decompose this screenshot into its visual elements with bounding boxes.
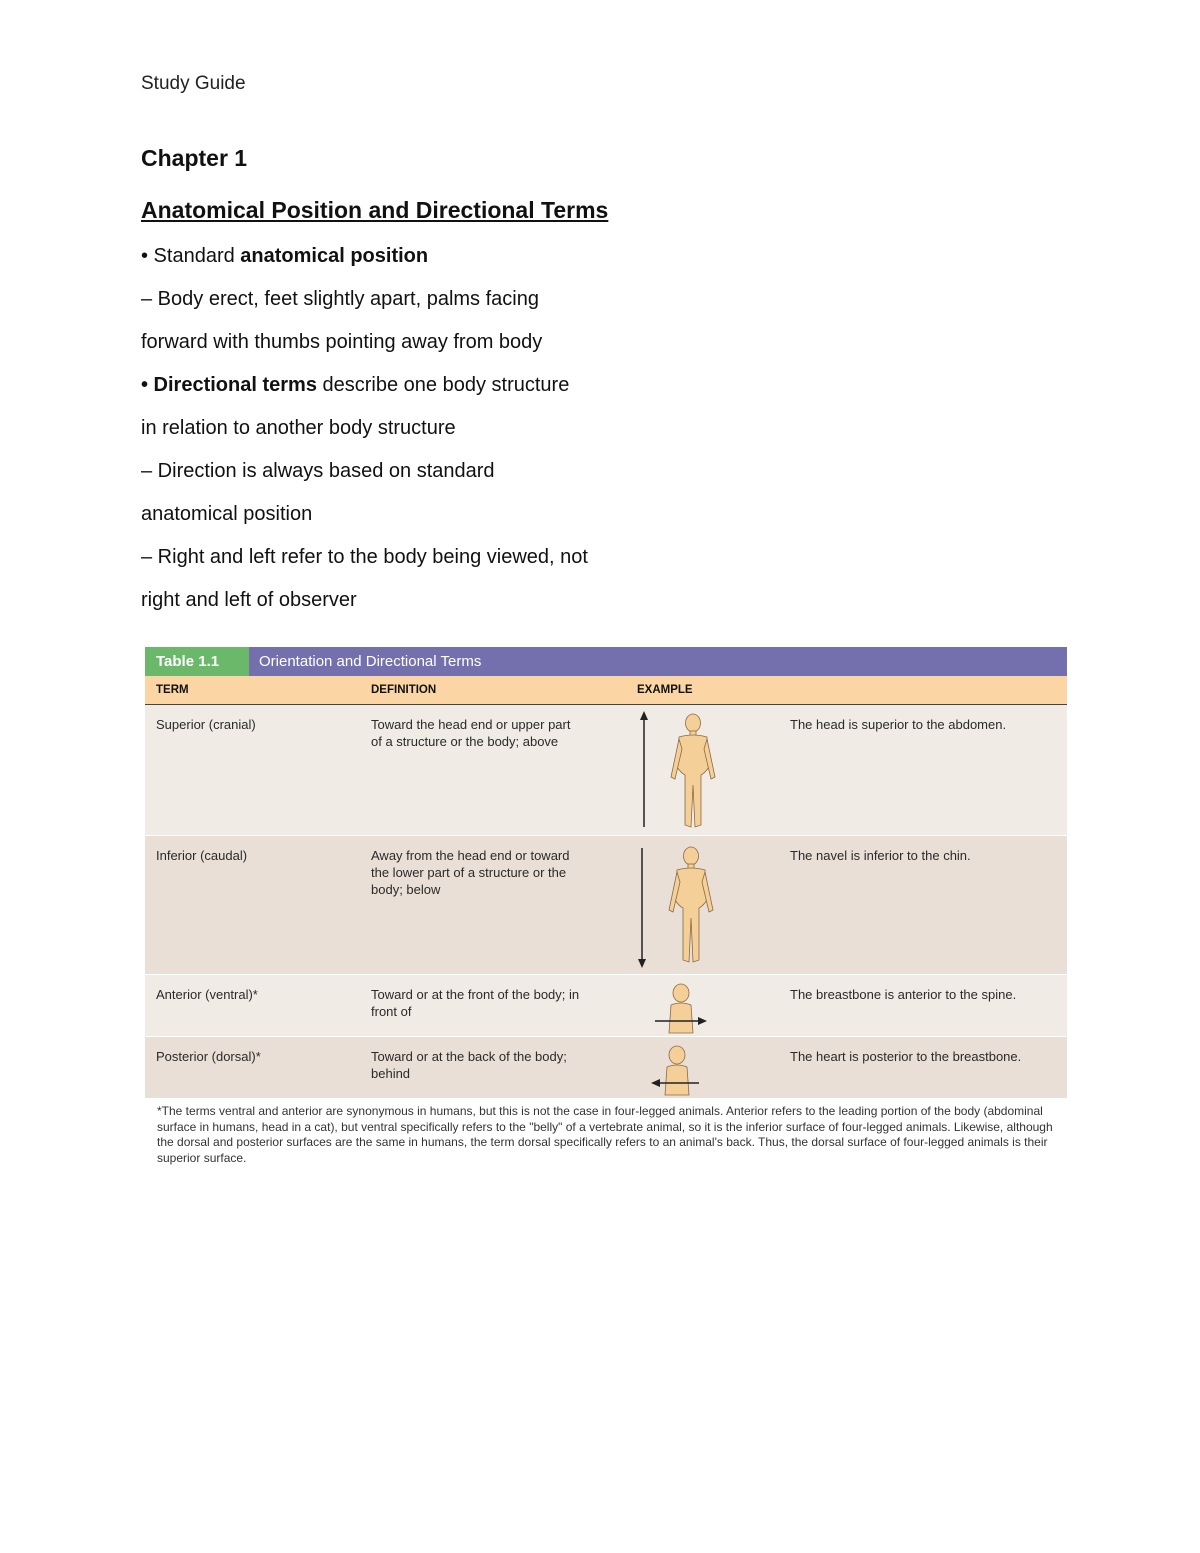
- body-line-2: – Body erect, feet slightly apart, palms facing: [141, 288, 539, 310]
- term-cell: Superior (cranial): [156, 717, 256, 732]
- column-header-definition: DEFINITION: [371, 684, 437, 696]
- table-title: Orientation and Directional Terms: [249, 647, 1067, 676]
- chapter-title: Chapter 1: [141, 145, 248, 171]
- body-line-9: right and left of observer: [141, 589, 357, 611]
- body-line-8: – Right and left refer to the body being viewed, not: [141, 546, 588, 568]
- body-line-1: [141, 244, 428, 268]
- orientation-table-figure: [145, 647, 1067, 1166]
- example-cell: The head is superior to the abdomen.: [790, 717, 1007, 732]
- inferior-figure-icon: [631, 844, 731, 972]
- directional-terms-term: • Directional terms: [141, 374, 317, 396]
- definition-cell: Toward the head end or upper part of a structure or the body; above: [371, 717, 571, 749]
- term-cell: Anterior (ventral)*: [156, 987, 258, 1002]
- definition-cell: Toward or at the back of the body; behind: [371, 1049, 567, 1081]
- table-header: [145, 647, 1067, 676]
- body-line-4-rest: describe one body structure: [316, 374, 570, 396]
- superior-figure-icon: [635, 709, 735, 833]
- body-line-3: forward with thumbs pointing away from body: [141, 331, 543, 353]
- column-header-term: TERM: [156, 684, 189, 696]
- bullet-text: • Standard: [141, 245, 241, 267]
- table-row: [145, 1036, 1067, 1098]
- body-line-6: – Direction is always based on standard: [141, 460, 495, 482]
- example-cell: The navel is inferior to the chin.: [790, 848, 971, 863]
- table-row: [145, 974, 1067, 1036]
- body-line-7: anatomical position: [141, 503, 313, 525]
- section-title: Anatomical Position and Directional Terms: [141, 197, 609, 223]
- posterior-figure-icon: [647, 1043, 707, 1097]
- table-number: Table 1.1: [145, 647, 249, 676]
- example-cell: The heart is posterior to the breastbone.: [790, 1049, 1022, 1064]
- body-line-4: [141, 373, 569, 397]
- definition-cell: Toward or at the front of the body; in front of: [371, 987, 580, 1019]
- body-line-5: in relation to another body structure: [141, 417, 456, 439]
- term-cell: Posterior (dorsal)*: [156, 1049, 261, 1064]
- anatomical-position-term: anatomical position: [240, 245, 429, 267]
- table-row: [145, 705, 1067, 835]
- anterior-figure-icon: [653, 981, 713, 1035]
- table-row: [145, 835, 1067, 974]
- table-footnote: *The terms ventral and anterior are synonymous in humans, but this is not the case in four-legged animals. Anterior refers to the leading portion of the body (abdominal surface in humans, head in a cat), but ventral specifically refers to the "belly" of a vertebrate animal, so it is the inferior surface of four-legged animals. Likewise, although the dorsal and posterior surfaces are the same in humans, the term dorsal specifically refers to an animal's back. Thus, the dorsal surface of four-legged animals is their superior surface.: [157, 1104, 1053, 1165]
- column-header-example: EXAMPLE: [637, 684, 693, 696]
- example-cell: The breastbone is anterior to the spine.: [790, 987, 1017, 1002]
- definition-cell: Away from the head end or toward the lower part of a structure or the body; below: [371, 848, 570, 897]
- page-header: Study Guide: [141, 73, 246, 94]
- term-cell: Inferior (caudal): [156, 848, 248, 863]
- column-headers: [145, 676, 1067, 705]
